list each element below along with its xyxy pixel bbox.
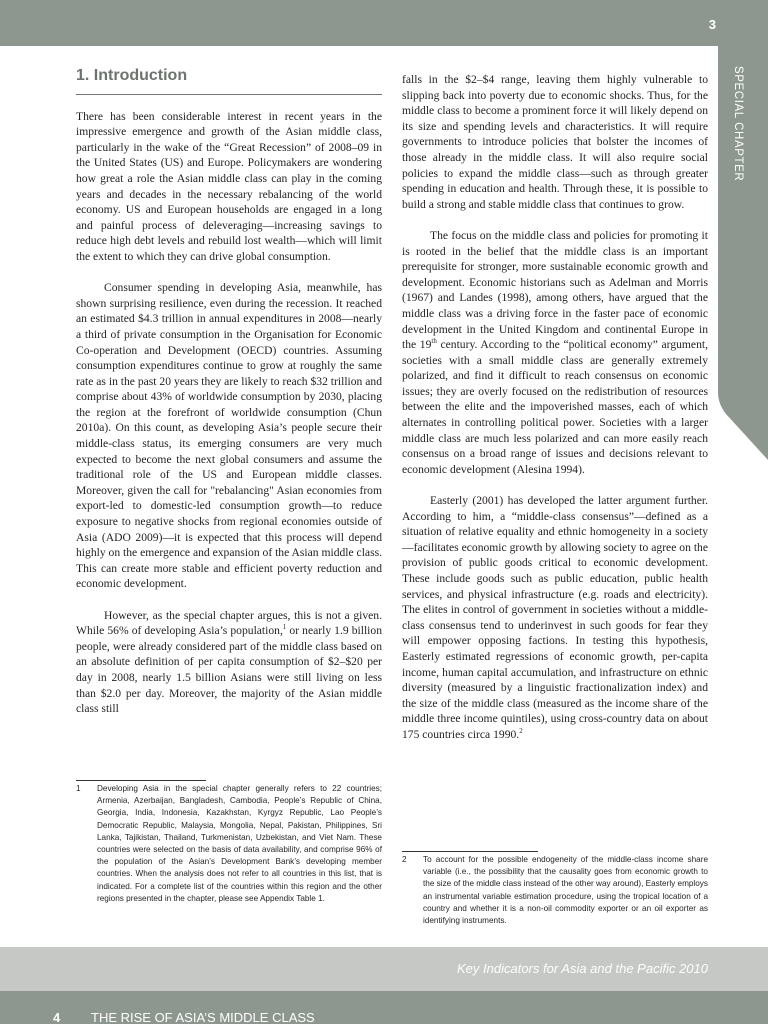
footnote-number: 1 <box>76 784 81 793</box>
footnote-1 <box>76 783 382 905</box>
footnote-ref[interactable]: 1 <box>282 623 287 632</box>
paragraph <box>402 493 708 743</box>
footnote-rule <box>402 851 538 852</box>
paragraph: falls in the $2–$4 range, leaving them highly vulnerable to slipping back into poverty due to economic shocks. Thus, for the middle class to become a prominent force it will likely depend on its size and spending levels and characteristics. It will require governments to introduce policies that bolster the incomes of those already in the middle class. It will also require social policies to expand the middle class—such as through greater spending in education and health. Through these, it is possible to build a strong and stable middle class that continues to grow. <box>402 73 708 211</box>
footnote-number: 2 <box>402 855 407 864</box>
footnote-ref[interactable]: 2 <box>519 727 523 736</box>
section-title: 1. Introduction <box>76 68 382 95</box>
paragraph: There has been considerable interest in recent years in the impressive emergence and growth of the Asian middle class, particularly in the wake of the “Great Recession” of 2008–09 in the United States (US) and Europe. Policymakers are wondering how great a role the Asian middle class can play in the coming years and decades in the necessary rebalancing of the world economy. US and European households are engaged in a long and painful process of deleveraging—increasing savings to reduce high debt levels and rebuild lost wealth—which will limit the extent to which they can drive global consumption. <box>76 109 382 263</box>
chapter-tab-label: SPECIAL CHAPTER <box>732 66 744 182</box>
next-page-number: 4 <box>53 1010 61 1025</box>
page-number: 3 <box>708 17 716 32</box>
footer-band <box>0 947 768 991</box>
paragraph-text: century. According to the “political economy” argument, societies with a small middle class are generally extremely polarized, and find it difficult to reach consensus on economic issues; they are overly focused on the redistribution of resources between the elite and the impoverished masses, each of which alternates in controlling political power. Societies with a larger middle class are much less polarized and can more easily reach consensus on a broad range of issues and decisions relevant to economic development (Alesina 1994). <box>402 338 708 476</box>
next-page-header <box>0 991 768 1024</box>
paragraph-text: Easterly (2001) has developed the latter argument further. According to him, a “middle-class consensus”—defined as a situation of relative equality and ethnic homogeneity in a society—facilitates economic growth by allowing society to agree on the provision of public goods critical to economic development. These include goods such as public education, public health services, and physical infrastructure (e.g. roads and electricity). The elites in control of government in societies without a middle-class consensus tend to underinvest in such goods for fear they will empower opposing factions. In testing this hypothesis, Easterly estimated regressions of economic growth, per-capita income, human capital accumulation, and infrastructure on ethnic diversity (measured by a linguistic fractionalization index) and the size of the middle class (measured as the income share of the middle three income quintiles), using cross-country data on about 175 countries circa 1990. <box>402 494 708 741</box>
paragraph-text: or nearly 1.9 billion people, were already considered part of the middle class based on an absolute definition of per capita consumption of $2–$20 per day in 2008, nearly 1.5 billion Asians were still living on less than $2.0 per day. Moreover, the majority of the Asian middle class still <box>76 624 382 716</box>
right-column <box>402 72 708 758</box>
top-header-bar <box>0 0 768 46</box>
next-page-title: THE RISE OF ASIA’S MIDDLE CLASS <box>91 1010 315 1025</box>
paragraph-text: However, as the special chapter argues, this is not a given. While 56% of developing Asia’s population, <box>76 608 382 638</box>
publication-title: Key Indicators for Asia and the Pacific 2010 <box>457 961 708 976</box>
footnote-2 <box>402 854 708 927</box>
paragraph: Consumer spending in developing Asia, meanwhile, has shown surprising resilience, even during the recession. It reached an estimated $4.3 trillion in annual expenditures in 2008—nearly a third of private consumption in the Organisation for Economic Co-operation and Development (OECD) countries. Assuming consumption expenditures continue to grow at roughly the same rate as in the past 20 years they are likely to reach $32 trillion and comprise about 43% of worldwide consumption by 2030, placing the region at the forefront of worldwide consumption (Chun 2010a). On this count, as developing Asia’s people secure their middle-class status, its emerging consumers are very much expected to become the next global consumers and assume the traditional role of the US and European middle classes. Moreover, given the call for "rebalancing" Asian economies from export-led to domestic-led consumption growth—to reduce exposure to negative shocks from regional economies outside of Asia (ADO 2009)—it is expected that this process will depend highly on the emergence and expansion of the Asian middle class. This can create more stable and efficient poverty reduction and economic development. <box>76 281 382 591</box>
footnote-text: Developing Asia in the special chapter generally refers to 22 countries; Armenia, Azerbaijan, Bangladesh, Cambodia, People’s Republic of China, Georgia, India, Indonesia, Kazakhstan, Kyrgyz Republic, Lao People’s Democratic Republic, Malaysia, Mongolia, Nepal, Pakistan, Philippines, Sri Lanka, Tajikistan, Thailand, Turkmenistan, Uzbekistan, and Viet Nam. These countries were selected on the basis of data availability, and comprise 96% of the population of the Asian’s Development Bank’s developing member countries. When the analysis does not refer to all countries in this list, that is indicated. For a complete list of the countries within this region and the other regions presented in the chapter, please see Appendix Table 1. <box>97 784 382 903</box>
paragraph-text: The focus on the middle class and policies for promoting it is rooted in the belief that the middle class is an important prerequisite for stronger, more sustainable economic growth and development. Economic historians such as Adelman and Morris (1967) and Landes (1998), among others, have argued that the middle class was a driving force in the faster pace of economic development in the United Kingdom and continental Europe in the 19 <box>402 228 708 352</box>
superscript: th <box>431 337 437 346</box>
paragraph <box>76 608 382 717</box>
footnote-text: To account for the possible endogeneity of the middle-class income share variable (i.e., the possibility that the causality goes from economic growth to the size of the middle class instead of the other way around), Easterly employs an instrumental variable estimation procedure, using the tropical location of a country and whether it is a non-oil commodity exporter or an oil exporter as identifying instruments. <box>423 855 708 926</box>
footnote-rule <box>76 780 206 781</box>
paragraph <box>402 228 708 478</box>
left-column <box>76 68 382 732</box>
